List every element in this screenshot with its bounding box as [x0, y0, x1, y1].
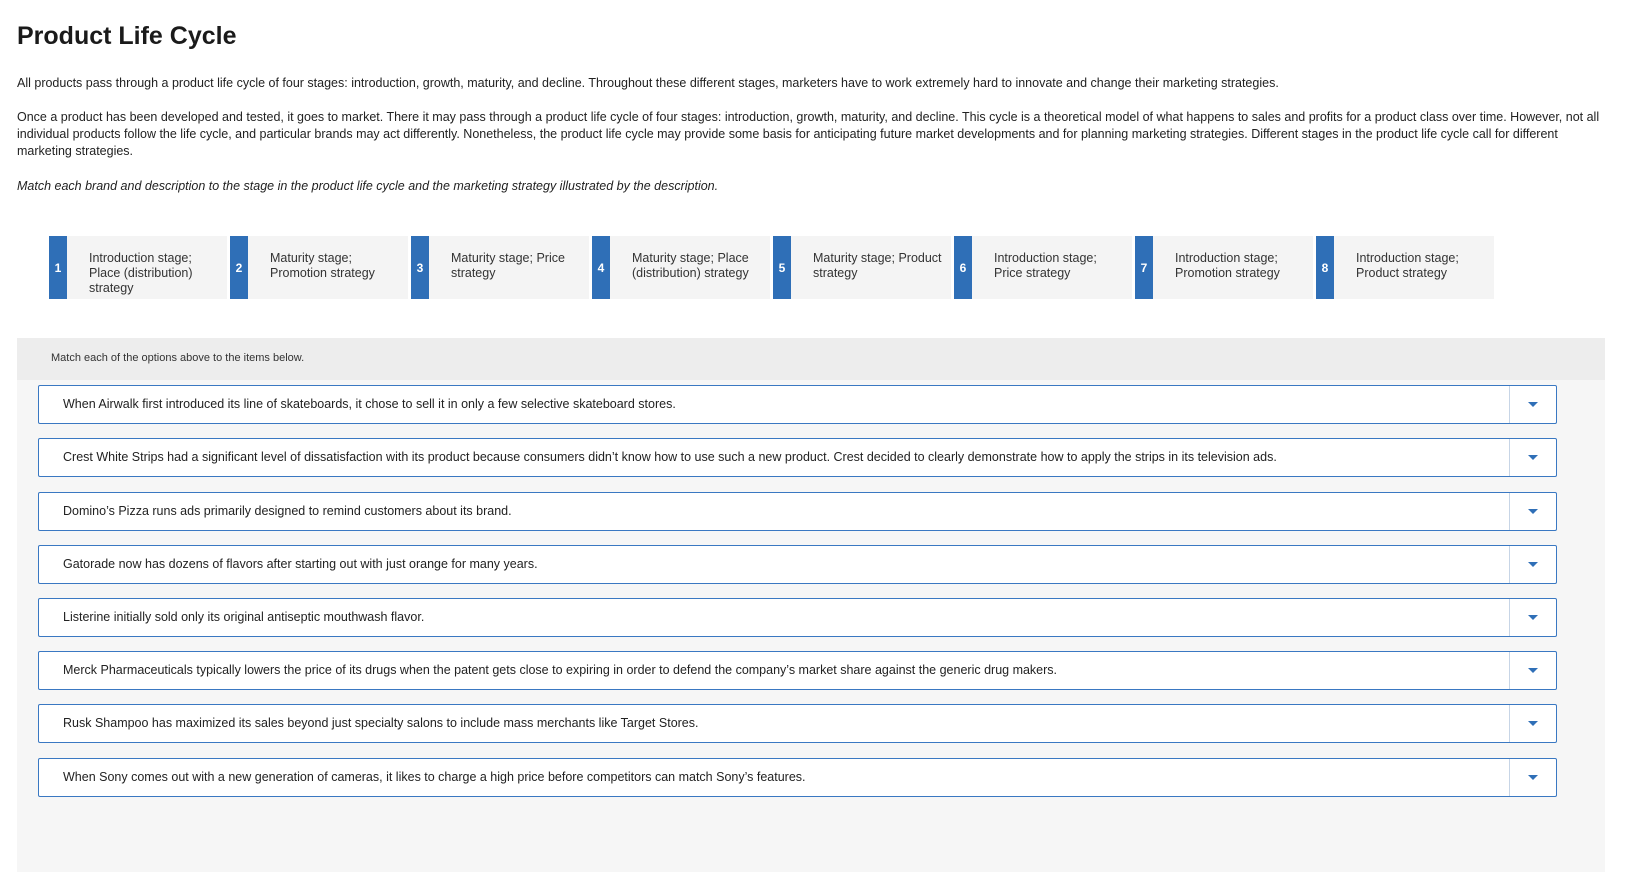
match-row-7[interactable]	[38, 704, 1557, 743]
chevron-down-icon	[1528, 721, 1538, 726]
option-item-3[interactable]	[411, 236, 589, 299]
match-dropdown[interactable]	[1509, 652, 1556, 689]
option-number: 3	[411, 236, 429, 299]
option-number: 5	[773, 236, 791, 299]
match-header: Match each of the options above to the items below.	[17, 338, 1605, 380]
chevron-down-icon	[1528, 402, 1538, 407]
option-item-1[interactable]	[49, 236, 227, 299]
option-item-4[interactable]	[592, 236, 770, 299]
chevron-down-icon	[1528, 775, 1538, 780]
option-number: 2	[230, 236, 248, 299]
option-item-2[interactable]	[230, 236, 408, 299]
match-item-text: Rusk Shampoo has maximized its sales beyond just specialty salons to include mass merchants like Target Stores.	[63, 716, 699, 730]
instruction-text: Match each brand and description to the stage in the product life cycle and the marketing strategy illustrated by the description.	[17, 179, 719, 193]
option-label: Introduction stage; Price strategy	[972, 236, 1132, 299]
option-label: Introduction stage; Place (distribution) strategy	[67, 236, 227, 299]
match-dropdown[interactable]	[1509, 439, 1556, 476]
match-row-4[interactable]	[38, 545, 1557, 584]
match-item-text: When Airwalk first introduced its line of skateboards, it chose to sell it in only a few selective skateboard stores.	[63, 397, 676, 411]
body-paragraph: Once a product has been developed and tested, it goes to market. There it may pass through a product life cycle of four stages: introduction, growth, maturity, and decline. This cycle is a theoretical model of what happens to sales and profits for a product class over time. However, not all individual products follow the life cycle, and particular brands may act differently. Nonetheless, the product life cycle may provide some basis for anticipating future market developments and for planning marketing strategies. Different stages in the product life cycle call for different marketing strategies.	[17, 110, 1600, 158]
match-dropdown[interactable]	[1509, 546, 1556, 583]
option-number: 6	[954, 236, 972, 299]
option-number: 7	[1135, 236, 1153, 299]
match-item-text: Merck Pharmaceuticals typically lowers the price of its drugs when the patent gets close to expiring in order to defend the company’s market share against the generic drug makers.	[63, 663, 1058, 677]
match-row-3[interactable]	[38, 492, 1557, 531]
chevron-down-icon	[1528, 509, 1538, 514]
match-row-2[interactable]	[38, 438, 1557, 477]
match-item-text: Crest White Strips had a significant level of dissatisfaction with its product because consumers didn’t know how to use such a new product. Crest decided to clearly demonstrate how to apply the strips in its television ads.	[63, 450, 1277, 464]
match-item-text: Gatorade now has dozens of flavors after starting out with just orange for many years.	[63, 557, 538, 571]
match-row-1[interactable]	[38, 385, 1557, 424]
match-dropdown[interactable]	[1509, 599, 1556, 636]
chevron-down-icon	[1528, 615, 1538, 620]
option-label: Maturity stage; Place (distribution) strategy	[610, 236, 770, 299]
match-item-text: When Sony comes out with a new generation of cameras, it likes to charge a high price before competitors can match Sony’s features.	[63, 770, 806, 784]
chevron-down-icon	[1528, 455, 1538, 460]
option-number: 1	[49, 236, 67, 299]
option-item-7[interactable]	[1135, 236, 1313, 299]
option-label: Maturity stage; Price strategy	[429, 236, 589, 299]
option-number: 4	[592, 236, 610, 299]
match-item-text: Listerine initially sold only its original antiseptic mouthwash flavor.	[63, 610, 425, 624]
match-dropdown[interactable]	[1509, 705, 1556, 742]
match-row-6[interactable]	[38, 651, 1557, 690]
match-row-8[interactable]	[38, 758, 1557, 797]
match-row-5[interactable]	[38, 598, 1557, 637]
match-dropdown[interactable]	[1509, 493, 1556, 530]
match-area	[17, 338, 1605, 872]
option-number: 8	[1316, 236, 1334, 299]
chevron-down-icon	[1528, 668, 1538, 673]
option-label: Maturity stage; Promotion strategy	[248, 236, 408, 299]
match-item-text: Domino’s Pizza runs ads primarily designed to remind customers about its brand.	[63, 504, 512, 518]
option-bank	[49, 236, 1497, 299]
option-item-8[interactable]	[1316, 236, 1494, 299]
option-item-6[interactable]	[954, 236, 1132, 299]
option-label: Maturity stage; Product strategy	[791, 236, 951, 299]
chevron-down-icon	[1528, 562, 1538, 567]
match-dropdown[interactable]	[1509, 759, 1556, 796]
match-dropdown[interactable]	[1509, 386, 1556, 423]
option-label: Introduction stage; Promotion strategy	[1153, 236, 1313, 299]
intro-paragraph: All products pass through a product life cycle of four stages: introduction, growth, maturity, and decline. Throughout these different stages, marketers have to work extremely hard to innovate and change their marketing strategies.	[17, 76, 1279, 90]
option-label: Introduction stage; Product strategy	[1334, 236, 1494, 299]
option-item-5[interactable]	[773, 236, 951, 299]
page-title: Product Life Cycle	[17, 22, 237, 50]
